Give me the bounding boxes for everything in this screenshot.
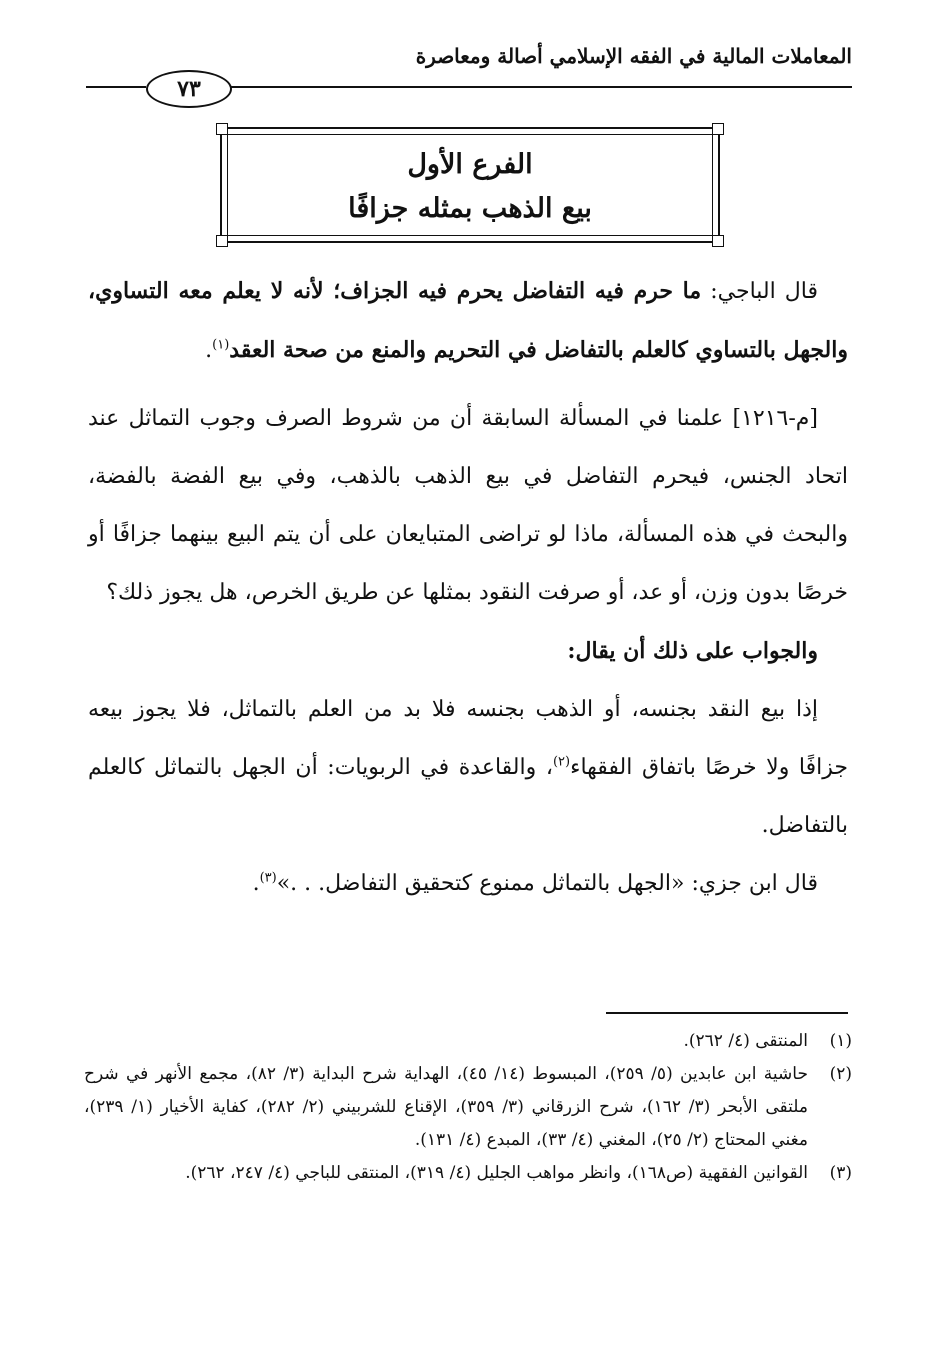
page-number: ٧٣ [146, 70, 232, 108]
footnote [84, 1058, 852, 1157]
footnote-ref-1[interactable]: (١) [212, 337, 230, 353]
paragraph-answer-heading: والجواب على ذلك أن يقال: [567, 638, 818, 664]
footnote-ref-3[interactable]: (٣) [259, 870, 277, 886]
footnote-text: المنتقى (٤/ ٢٦٢). [683, 1031, 808, 1051]
paragraph-issue: [م-١٢١٦] علمنا في المسألة السابقة أن من شروط الصرف وجوب التماثل عند اتحاد الجنس، فيحرم التفاضل في بيع الذهب بالذهب، وفي بيع الفضة بالفضة، والبحث في هذه المسألة، ماذا لو تراضى المتبايعان على أن يتم البيع بينهما جزافًا أو خرصًا بدون وزن، أو عد، أو صرفت النقود بمثلها عن طريق الخرص، هل يجوز ذلك؟ [88, 406, 848, 605]
quote-bold-text: ما حرم فيه التفاضل يحرم فيه الجزاف؛ لأنه لا يعلم معه التساوي، والجهل بالتساوي كالعلم بالتفاضل في التحريم والمنع من صحة العقد [88, 278, 848, 363]
quote-intro: قال الباجي: [710, 279, 819, 304]
section-heading: الفرع الأول [407, 149, 533, 180]
footnote-number: (٣) [829, 1163, 852, 1183]
paragraph-ibn-juzay: قال ابن جزي: «الجهل بالتماثل ممنوع كتحقيق التفاضل. . .»$^{(٣)}$. [252, 870, 818, 896]
footnote [84, 1157, 852, 1190]
header-rule-left [86, 86, 146, 88]
footnote-number: (١) [829, 1031, 852, 1051]
footnote-text: القوانين الفقهية (ص١٦٨)، وانظر مواهب الجليل (٤/ ٣١٩)، المنتقى للباجي (٤/ ٢٤٧، ٢٦٢). [185, 1163, 808, 1183]
footnotes [84, 1025, 852, 1190]
footnote-separator [606, 1012, 848, 1014]
footnote-text: حاشية ابن عابدين (٥/ ٢٥٩)، المبسوط (١٤/ ٤٥)، الهداية شرح البداية (٣/ ٨٢)، مجمع الأنهر في شرح ملتقى الأبحر (٣/ ١٦٢)، شرح الزرقاني (٣/ ٣٥٩)، الإقناع للشربيني (٢/ ٢٨٢)، كفاية الأخيار (١/ ٢٣٩)، مغني المحتاج (٢/ ٢٥)، المغني (٤/ ٣٣)، المبدع (٤/ ١٣١). [84, 1064, 808, 1150]
section-subheading: بيع الذهب بمثله جزافًا [348, 193, 592, 224]
paragraph-baji-quote: قال الباجي: ما حرم فيه التفاضل يحرم فيه الجزاف؛ لأنه لا يعلم معه التساوي، والجهل بالتساوي كالعلم بالتفاضل في التحريم والمنع من صحة العقد$^{(١)}$. [88, 278, 848, 363]
paragraph-ruling: إذا بيع النقد بجنسه، أو الذهب بجنسه فلا بد من العلم بالتماثل، فلا يجوز بيعه جزافًا ولا خرصًا باتفاق الفقهاء$^{(٢)}$، والقاعدة في الربويات: أن الجهل بالتماثل كالعلم بالتفاضل. [88, 697, 848, 838]
footnote-ref-2[interactable]: (٢) [552, 754, 571, 770]
body-text [88, 262, 848, 913]
running-header-title: المعاملات المالية في الفقه الإسلامي أصالة ومعاصرة [415, 44, 852, 68]
section-title-box [220, 127, 720, 243]
header-rule [228, 86, 852, 88]
footnote-number: (٢) [829, 1064, 852, 1084]
footnote [84, 1025, 852, 1058]
